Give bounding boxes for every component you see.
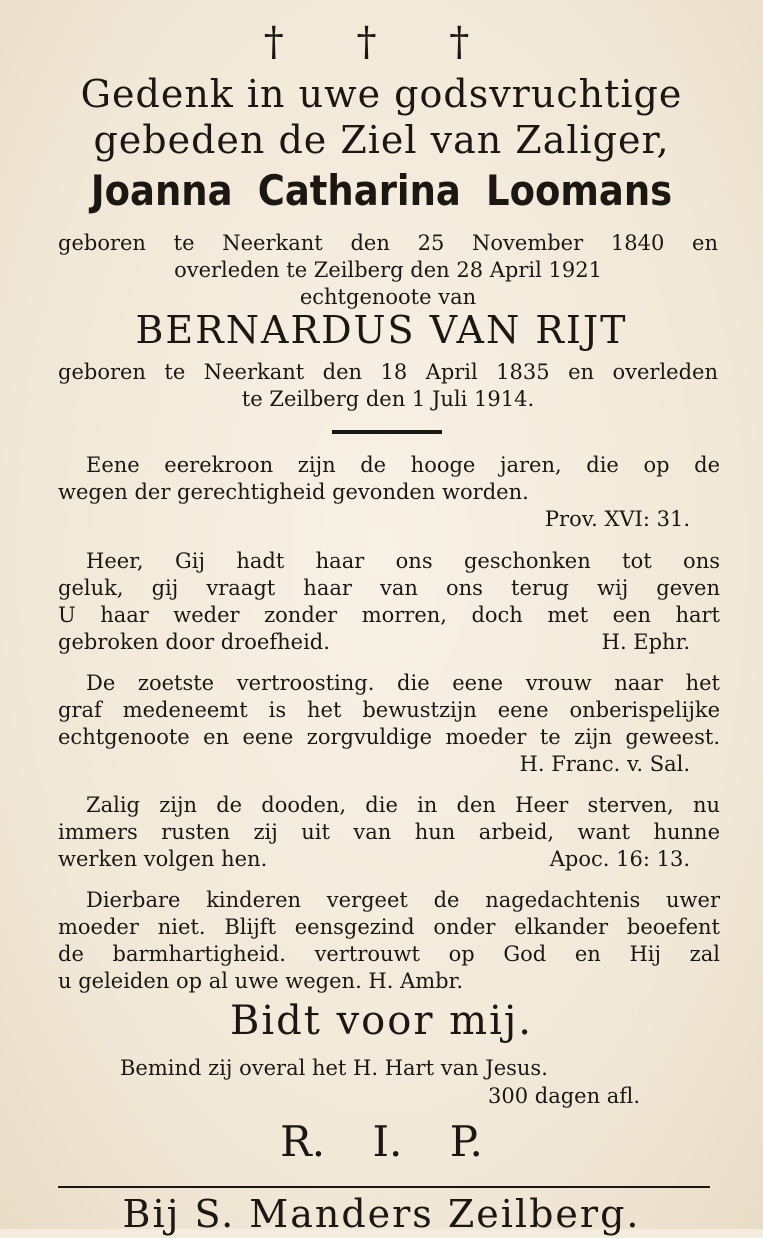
birth-line: geboren te Neerkant den 25 November 1840 en bbox=[58, 231, 718, 255]
rip-text: R. I. P. bbox=[280, 1117, 483, 1166]
quote-line: De zoetste vertroosting. die eene vrouw naar het bbox=[86, 671, 720, 695]
quote-line: gebroken door droefheid. bbox=[58, 630, 330, 654]
quote-line: Zalig zijn de dooden, die in den Heer sterven, nu bbox=[86, 793, 720, 817]
quote-line: u geleiden op al uwe wegen. H. Ambr. bbox=[58, 969, 464, 993]
death-line: overleden te Zeilberg den 28 April 1921 bbox=[174, 258, 602, 282]
quote-line: werken volgen hen. bbox=[58, 847, 268, 871]
quote-line: Eene eerekroon zijn de hooge jaren, die op de bbox=[86, 453, 720, 477]
quote-citation: H. Franc. v. Sal. bbox=[519, 752, 690, 776]
intro-line-1: Gedenk in uwe godsvruchtige bbox=[80, 72, 683, 116]
deceased-name: Joanna Catharina Loomans bbox=[90, 166, 673, 215]
quote-line: wegen der gerechtigheid gevonden worden. bbox=[58, 480, 529, 504]
spouse-birth-line: geboren te Neerkant den 18 April 1835 en overleden bbox=[58, 360, 718, 384]
quote-line: U haar weder zonder morren, doch met een hart bbox=[58, 603, 720, 627]
quote-citation: Prov. XVI: 31. bbox=[544, 507, 690, 531]
spouse-name: BERNARDUS VAN RIJT bbox=[135, 308, 628, 352]
quote-5 bbox=[58, 887, 720, 995]
quote-4 bbox=[58, 792, 720, 873]
quote-line: echtgenoote en eene zorgvuldige moeder te zijn geweest. bbox=[58, 725, 720, 749]
spouse-intro: echtgenoote van bbox=[299, 285, 477, 309]
indulgence-days: 300 dagen afl. bbox=[488, 1084, 640, 1108]
printer-name: Bij S. Manders Zeilberg. bbox=[122, 1192, 641, 1236]
spouse-death-line: te Zeilberg den 1 Juli 1914. bbox=[241, 387, 535, 411]
quote-line: Heer, Gij hadt haar ons geschonken tot ons bbox=[86, 549, 720, 573]
indulgence-line: Bemind zij overal het H. Hart van Jesus. bbox=[120, 1056, 548, 1080]
quote-line: de barmhartigheid. vertrouwt op God en Hij zal bbox=[58, 942, 720, 966]
quote-line: Dierbare kinderen vergeet de nagedachtenis uwer bbox=[86, 888, 720, 912]
divider bbox=[332, 430, 442, 434]
quote-line: graf medeneemt is het bewustzijn eene onberispelijke bbox=[58, 698, 720, 722]
intro-line-2: gebeden de Ziel van Zaliger, bbox=[93, 118, 670, 162]
quote-2 bbox=[58, 548, 720, 656]
quote-citation: H. Ephr. bbox=[601, 630, 690, 654]
quote-line: geluk, gij vraagt haar van ons terug wij geven bbox=[58, 576, 720, 600]
crosses-icon: † † † bbox=[263, 19, 500, 65]
quote-citation: Apoc. 16: 13. bbox=[549, 847, 690, 871]
indulgence-text bbox=[120, 1054, 680, 1110]
quote-3 bbox=[58, 670, 720, 778]
bottom-rule bbox=[58, 1186, 710, 1188]
quote-1 bbox=[58, 452, 720, 533]
quote-line: immers rusten zij uit van hun arbeid, want hunne bbox=[58, 820, 720, 844]
prayer-request: Bidt voor mij. bbox=[229, 998, 534, 1044]
quote-line: moeder niet. Blijft eensgezind onder elkander beoefent bbox=[58, 915, 720, 939]
